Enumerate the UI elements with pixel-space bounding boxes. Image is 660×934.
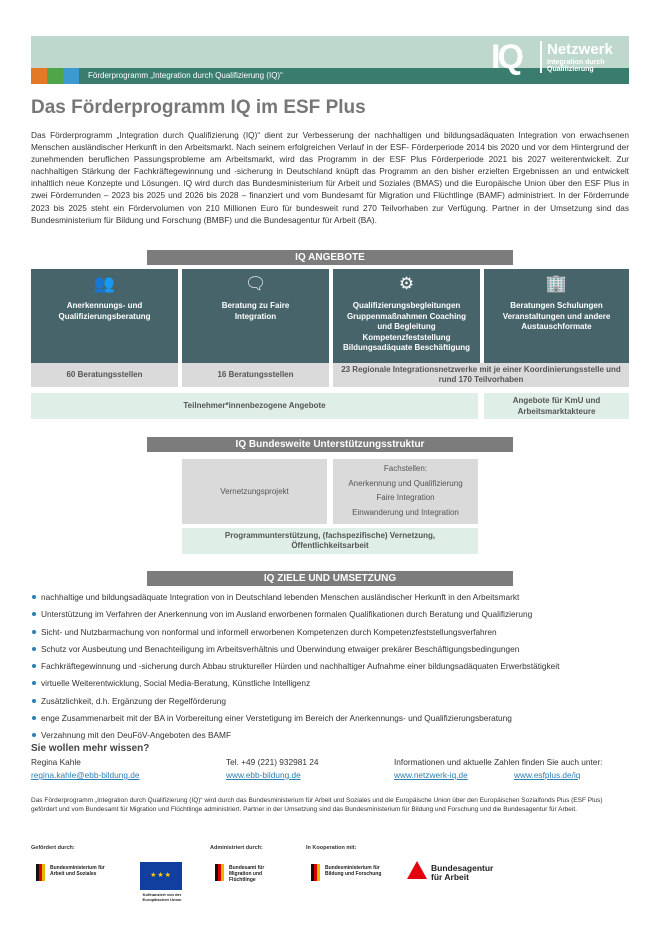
team-building-icon: 🏢 [545, 274, 568, 293]
fachstelle-item: Faire Integration [376, 493, 435, 502]
angebot-box-3 [333, 269, 480, 363]
page-title: Das Förderprogramm IQ im ESF Plus [31, 97, 366, 118]
struktur-heading: IQ Bundesweite Unterstützungsstruktur [147, 437, 513, 452]
list-item: nachhaltige und bildungsadäquate Integration von in Deutschland lebenden Menschen ausländischer Herkunft in den Arbeitsmarkt [31, 591, 629, 608]
eu-flag-icon: ★★★ [140, 862, 182, 890]
count-beratungsstellen-1: 60 Beratungsstellen [31, 363, 178, 387]
list-item: Schutz vor Ausbeutung und Benachteiligung im Arbeitsverhältnis und Überwindung etwaiger prekärer Beschäftigungsbedingungen [31, 643, 629, 660]
angebot-box-4 [484, 269, 629, 363]
esfplus-link[interactable]: www.esfplus.de/iq [514, 770, 581, 780]
footer-text: Das Förderprogramm „Integration durch Qualifizierung (IQ)“ wird durch das Bundesministerium für Arbeit und Soziales und die Europäische Union über den Europäischen Sozialfonds Plus (ESF Plus) gefördert und vom Bundesamt für Migration und Flüchtlinge administriert. Partner in der Umsetzung sind das Bundesministerium für Bildung und Forschung und die Bundesagentur für Arbeit. [31, 797, 603, 813]
bmas-logo-text: Bundesministerium für Arbeit und Soziales [50, 865, 105, 877]
list-item: enge Zusammenarbeit mit der BA in Vorbereitung einer Verstetigung im Bereich der Anerkennungs- und Qualifizierungsberatung [31, 712, 629, 729]
count-netzwerke: 23 Regionale Integrationsnetzwerke mit je einer Koordinierungsstelle und rund 170 Teilvorhaben [333, 363, 629, 387]
fachstelle-item: Einwanderung und Integration [352, 507, 459, 517]
ziele-heading: IQ ZIELE UND UMSETZUNG [147, 571, 513, 586]
header-subtitle: Förderprogramm „Integration durch Qualifizierung (IQ)“ [88, 71, 283, 80]
german-flag-icon [36, 864, 45, 881]
ba-logo-icon [407, 861, 427, 879]
angebote-heading: IQ ANGEBOTE [147, 250, 513, 265]
angebot-box-2 [182, 269, 329, 363]
contact-email-link[interactable]: regina.kahle@ebb-bildung.de [31, 770, 140, 780]
netzwerk-iq-link[interactable]: www.netzwerk-iq.de [394, 770, 468, 780]
administriert-label: Administriert durch: [210, 845, 263, 851]
ba-logo-text: Bundesagentur für Arbeit [431, 863, 494, 882]
intro-paragraph: Das Förderprogramm „Integration durch Qualifizierung (IQ)“ dient zur Verbesserung der nachhaltigen und bildungsadäquaten Integration von erwachsenen Menschen ausländischer Herkunft in den Arbeitsmarkt. Nach seinem erfolgreichen Verlauf in der ESF- Förderperiode 2014 bis 2020 und vor dem Hintergrund der zunehmenden beruflichen Passungsprobleme am Arbeitsmarkt, wird das Programm in der ESF Plus Förderperiode 2021 bis 2027 weiterentwickelt. Zur nachhaltigen Stärkung der Fachkräftegewinnung und -sicherung in Deutschland knüpft das Programm an den bisher erzielten Ergebnissen an und entwickelt inhaltlich neue Konzepte und Lösungen. IQ wird durch das Bundesministerium für Arbeit und Soziales (BMAS) und die Europäische Union über den ESF Plus in zwei Förderrunden – 2023 bis 2025 und 2026 bis 2028 – finanziert und vom Bundesamt für Migration und Flüchtlinge (BAMF) administriert. In der Förderrunde 2023 bis 2025 steht ein Fördervolumen von 210 Millionen Euro für bundesweit rund 270 Teilvorhaben zur Verfügung. Partner in der Umsetzung sind das Bundesministerium für Bildung und Forschung (BMBF) und die Bundesagentur für Arbeit (BA). [31, 130, 629, 225]
color-square-blue [63, 68, 79, 84]
ziele-list [31, 591, 629, 747]
angebot-label: Beratung zu Faire Integration [221, 301, 290, 321]
angebot-label: Beratungen Schulungen Veranstaltungen und andere Austauschformate [502, 301, 611, 331]
logo-line1: Integration durch [547, 58, 605, 66]
angebot-box-1 [31, 269, 178, 363]
color-square-orange [31, 68, 47, 84]
bmbf-logo-text: Bundesministerium für Bildung und Forschung [325, 865, 382, 877]
list-item: Verzahnung mit den DeuFöV-Angeboten des BAMF [31, 729, 629, 746]
list-item: Fachkräftegewinnung und -sicherung durch Abbau struktureller Hürden und nachhaltiger Aufnahme einer bildungsadäquaten Erwerbstätigkeit [31, 660, 629, 677]
contact-heading: Sie wollen mehr wissen? [31, 743, 150, 754]
german-flag-icon [215, 864, 224, 881]
logo-network-text: Netzwerk [547, 40, 613, 58]
eu-logo-text: Kofinanziert von der Europäischen Union [142, 892, 182, 902]
list-item: virtuelle Weiterentwicklung, Social Media-Beratung, Künstliche Intelligenz [31, 677, 629, 694]
fachstellen [333, 459, 478, 524]
fachstelle-item: Anerkennung und Qualifizierung [348, 478, 463, 488]
color-square-green [47, 68, 63, 84]
logo-line2: Qualifizierung [547, 65, 594, 73]
people-board-icon: 👥 [93, 274, 116, 293]
kooperation-label: In Kooperation mit: [306, 845, 357, 851]
info-text: Informationen und aktuelle Zahlen finden Sie auch unter: [394, 757, 603, 767]
iq-logo [491, 40, 613, 74]
german-flag-icon [311, 864, 320, 881]
angebot-label: Anerkennungs- und Qualifizierungsberatung [58, 301, 151, 321]
presentation-icon: 🗨 [244, 274, 267, 293]
vernetzungsprojekt: Vernetzungsprojekt [182, 459, 327, 524]
contact-phone: Tel. +49 (221) 932981 24 [226, 757, 319, 767]
gefoerdert-label: Gefördert durch: [31, 845, 75, 851]
list-item: Unterstützung im Verfahren der Anerkennung von im Ausland erworbenen formalen Qualifikationen durch Beratung und Qualifizierung [31, 608, 629, 625]
participant-offers: Teilnehmer*innenbezogene Angebote [31, 393, 478, 419]
angebot-label: Qualifizierungsbegleitungen Gruppenmaßnahmen Coaching und Begleitung Kompetenzfeststellung Bildungsadäquate Beschäftigung [342, 301, 471, 352]
count-beratungsstellen-2: 16 Beratungsstellen [182, 363, 329, 387]
bamf-logo-text: Bundesamt für Migration und Flüchtlinge [229, 865, 265, 883]
ebb-website-link[interactable]: www.ebb-bildung.de [226, 770, 301, 780]
programmunterstuetzung: Programmunterstützung, (fachspezifische) Vernetzung, Öffentlichkeitsarbeit [182, 528, 478, 554]
logo-iq-text: IQ [491, 38, 521, 76]
contact-name: Regina Kahle [31, 757, 81, 767]
group-gear-icon: ⚙ [398, 274, 415, 293]
list-item: Sicht- und Nutzbarmachung von nonformal und informell erworbenen Kompetenzen durch Kompetenzfeststellungsverfahren [31, 626, 629, 643]
list-item: Zusätzlichkeit, d.h. Ergänzung der Regelförderung [31, 695, 629, 712]
logo-divider [540, 41, 542, 73]
fachstellen-title: Fachstellen: [383, 464, 428, 473]
kmu-offers: Angebote für KmU und Arbeitsmarktakteure [484, 393, 629, 419]
